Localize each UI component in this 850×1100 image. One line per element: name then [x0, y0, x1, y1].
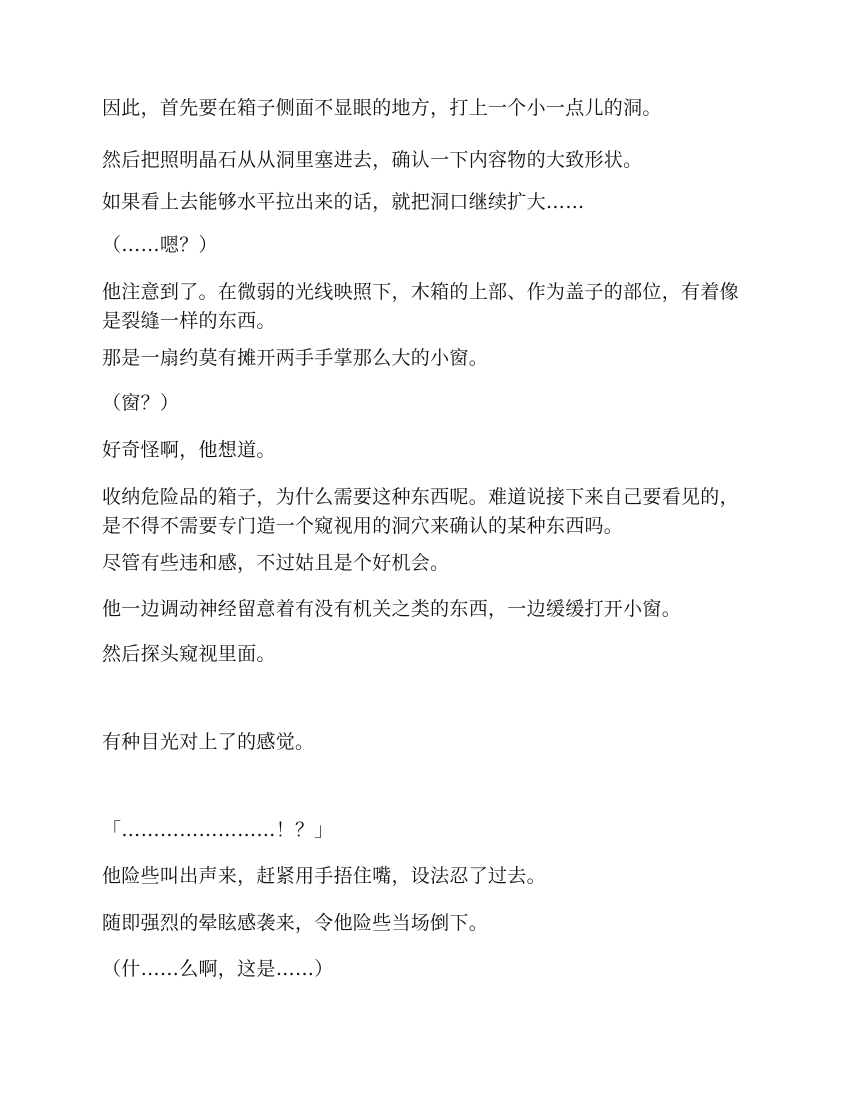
paragraph: 然后探头窥视里面。 — [102, 643, 276, 665]
paragraph: 好奇怪啊，他想道。 — [102, 439, 276, 461]
paragraph: （……嗯？） — [102, 234, 218, 256]
paragraph: 有种目光对上了的感觉。 — [102, 731, 315, 753]
paragraph: 收纳危险品的箱子，为什么需要这种东西呢。难道说接下来自己要看见的，是不得不需要专门造一个窥视用的洞穴来确认的某种东西吗。 — [102, 486, 739, 537]
paragraph: 他注意到了。在微弱的光线映照下，木箱的上部、作为盖子的部位，有着像是裂缝一样的东西。 — [102, 281, 739, 332]
paragraph: （窗？） — [102, 392, 180, 414]
paragraph: 尽管有些违和感，不过姑且是个好机会。 — [102, 552, 450, 574]
paragraph: 他一边调动神经留意着有没有机关之类的东西，一边缓缓打开小窗。 — [102, 598, 682, 620]
paragraph: （什……么啊，这是……） — [102, 958, 334, 980]
paragraph: 因此，首先要在箱子侧面不显眼的地方，打上一个小一点儿的洞。 — [102, 97, 662, 119]
paragraph: 那是一扇约莫有摊开两手手掌那么大的小窗。 — [102, 347, 489, 369]
paragraph: 「……………………！？」 — [102, 819, 334, 841]
paragraph: 他险些叫出声来，赶紧用手捂住嘴，设法忍了过去。 — [102, 865, 546, 887]
paragraph: 如果看上去能够水平拉出来的话，就把洞口继续扩大…… — [102, 191, 585, 213]
paragraph: 然后把照明晶石从从洞里塞进去，确认一下内容物的大致形状。 — [102, 149, 643, 171]
paragraph: 随即强烈的晕眩感袭来，令他险些当场倒下。 — [102, 912, 489, 934]
